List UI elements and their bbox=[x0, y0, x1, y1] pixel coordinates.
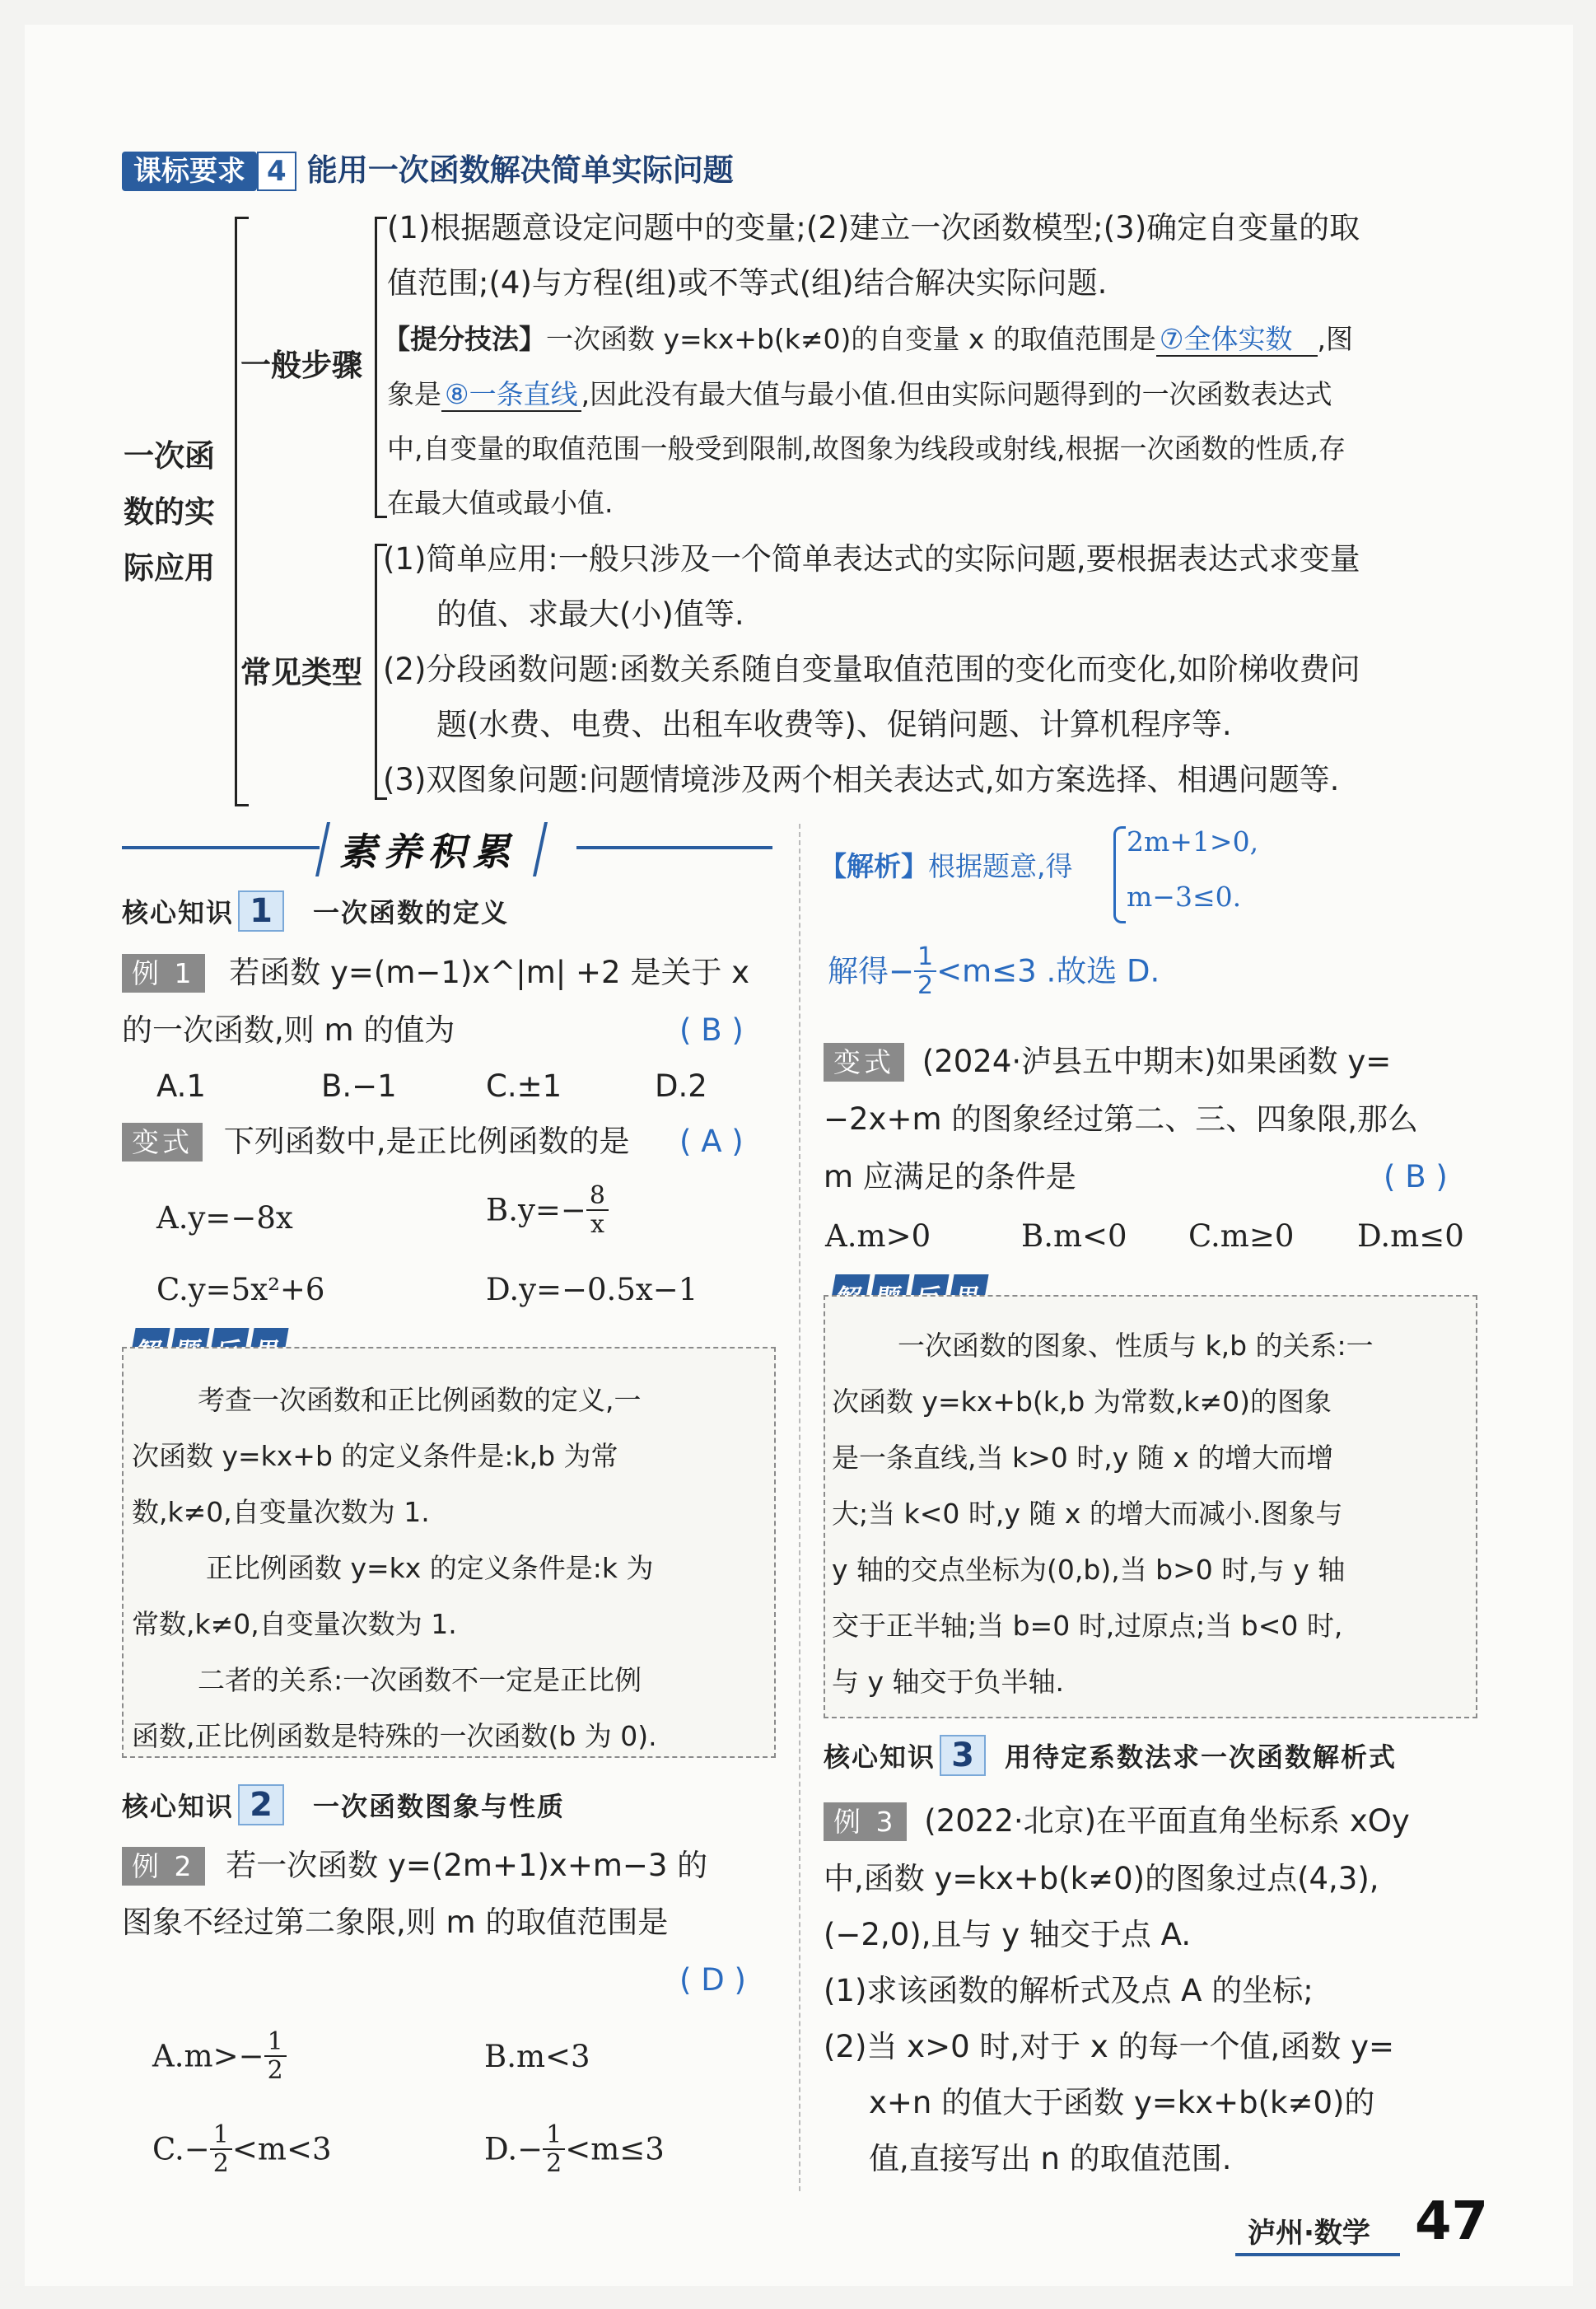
variant-2-option-b: B.m<0 bbox=[1021, 1218, 1127, 1254]
requirement-title: 能用一次函数解决简单实际问题 bbox=[306, 152, 734, 188]
tip-blank-1: ⑦全体实数 bbox=[1156, 323, 1318, 357]
variant-1-option-a: A.y=−8x bbox=[156, 1200, 293, 1236]
steps-line-1: (1)根据题意设定问题中的变量;(2)建立一次函数模型;(3)确定自变量的取 bbox=[387, 210, 1360, 245]
core1-number: 1 bbox=[238, 890, 284, 932]
option-a-fraction bbox=[264, 2028, 287, 2084]
fraction-numerator: 1 bbox=[543, 2121, 565, 2150]
example-2-option-c bbox=[152, 2121, 332, 2177]
requirement-number: 4 bbox=[257, 152, 296, 191]
example-1-line-1 bbox=[122, 957, 749, 988]
variant-1-option-b-pre: B.y=− bbox=[486, 1192, 586, 1228]
type-3-line: (3)双图象问题:问题情境涉及两个相关表达式,如方案选择、相遇问题等. bbox=[383, 762, 1340, 797]
example-3-text-1: (2022·北京)在平面直角坐标系 xOy bbox=[924, 1803, 1410, 1839]
tip-text-1b: ,图 bbox=[1317, 323, 1354, 355]
fraction-numerator: 1 bbox=[914, 943, 936, 972]
core2-number: 2 bbox=[238, 1784, 284, 1825]
variant-2-line-2: −2x+m 的图象经过第二、三、四象限,那么 bbox=[824, 1101, 1419, 1137]
option-c-fraction bbox=[210, 2121, 232, 2177]
example-3-line-3: (−2,0),且与 y 轴交于点 A. bbox=[824, 1917, 1192, 1952]
page-number: 47 bbox=[1415, 2191, 1489, 2252]
fraction-denominator: 2 bbox=[917, 971, 934, 1000]
tip-line-3: 中,自变量的取值范围一般受到限制,故图象为线段或射线,根据一次函数的性质,存 bbox=[387, 432, 1346, 465]
example-2-line-1 bbox=[122, 1850, 707, 1881]
solution-pre: 解得− bbox=[828, 953, 915, 989]
tip-text-2a: 象是 bbox=[387, 378, 441, 410]
analysis-system-2: m−3≤0. bbox=[1127, 881, 1242, 913]
option-d-pre: D.− bbox=[484, 2131, 544, 2167]
variant-2-answer-text: ( B ) bbox=[1384, 1159, 1448, 1194]
variant-2-line-1 bbox=[824, 1046, 1391, 1077]
reflect-1-line-7: 函数,正比例函数是特殊的一次函数(b 为 0). bbox=[132, 1720, 657, 1752]
reflect-1-line-5: 常数,k≠0,自变量次数为 1. bbox=[132, 1608, 457, 1640]
example-3-line-7: 值,直接写出 n 的取值范围. bbox=[869, 2141, 1232, 2176]
footer-rule bbox=[1235, 2253, 1400, 2256]
analysis-system-1: 2m+1>0, bbox=[1127, 825, 1259, 858]
tree-root-line2: 数的实 bbox=[124, 494, 215, 530]
example-1-text-1: 若函数 y=(m−1)x^|m| +2 是关于 x bbox=[229, 955, 749, 990]
option-a-pre: A.m>− bbox=[152, 2038, 264, 2074]
example-2-text-1: 若一次函数 y=(2m+1)x+m−3 的 bbox=[226, 1848, 708, 1883]
fraction-numerator: 1 bbox=[264, 2028, 287, 2057]
reflect-2-line-3: 是一条直线,当 k>0 时,y 随 x 的增大而增 bbox=[832, 1442, 1334, 1474]
type-2-line-a: (2)分段函数问题:函数关系随自变量取值范围的变化而变化,如阶梯收费问 bbox=[383, 652, 1360, 687]
fraction-denominator: 2 bbox=[546, 2149, 562, 2178]
variant-1-line bbox=[122, 1126, 630, 1157]
reflect-1-line-6: 二者的关系:一次函数不一定是正比例 bbox=[198, 1664, 642, 1696]
section-rule-left bbox=[122, 846, 320, 849]
section-rule-right bbox=[576, 846, 772, 849]
example-2-answer-text: ( D ) bbox=[679, 1962, 746, 1998]
tip-line-4: 在最大值或最小值. bbox=[387, 487, 614, 519]
analysis-text: 根据题意,得 bbox=[928, 850, 1073, 882]
example-2-option-a bbox=[152, 2028, 287, 2084]
example-3-line-2: 中,函数 y=kx+b(k≠0)的图象过点(4,3), bbox=[824, 1861, 1379, 1896]
analysis-line bbox=[819, 850, 1073, 882]
steps-line-2: 值范围;(4)与方程(组)或不等式(组)结合解决实际问题. bbox=[387, 265, 1108, 301]
core1-label: 核心知识 bbox=[122, 897, 235, 928]
core2-label: 核心知识 bbox=[122, 1791, 235, 1822]
reflect-2-line-6: 交于正半轴;当 b=0 时,过原点;当 b<0 时, bbox=[832, 1610, 1343, 1642]
variant-2-line-3: m 应满足的条件是 bbox=[824, 1159, 1076, 1194]
fraction-denominator: 2 bbox=[212, 2149, 229, 2178]
variant-2-answer bbox=[1384, 1159, 1448, 1194]
example-3-tag: 例 3 bbox=[824, 1802, 907, 1841]
option-c-post: <m<3 bbox=[231, 2131, 332, 2167]
variant-1-text: 下列函数中,是正比例函数的是 bbox=[223, 1124, 630, 1159]
variant-1-option-d: D.y=−0.5x−1 bbox=[486, 1272, 698, 1307]
tree-root-line3: 际应用 bbox=[124, 550, 215, 586]
reflect-2-line-7: 与 y 轴交于负半轴. bbox=[832, 1666, 1064, 1698]
requirement-header bbox=[122, 148, 734, 189]
example-3-line-6: x+n 的值大于函数 y=kx+b(k≠0)的 bbox=[869, 2085, 1375, 2120]
core-knowledge-1-header bbox=[122, 892, 509, 930]
option-c-pre: C.− bbox=[152, 2131, 210, 2167]
tip-line-2 bbox=[387, 378, 1332, 410]
example-3-line-5: (2)当 x>0 时,对于 x 的每一个值,函数 y= bbox=[824, 2029, 1394, 2064]
reflect-2-line-5: y 轴的交点坐标为(0,b),当 b>0 时,与 y 轴 bbox=[832, 1554, 1346, 1586]
reflect-1-line-1: 考查一次函数和正比例函数的定义,一 bbox=[198, 1384, 642, 1416]
reflect-1-line-3: 数,k≠0,自变量次数为 1. bbox=[132, 1496, 430, 1528]
variant-1-tag: 变式 bbox=[122, 1123, 203, 1162]
example-3-line-4: (1)求该函数的解析式及点 A 的坐标; bbox=[824, 1973, 1314, 2008]
tip-label: 【提分技法】 bbox=[383, 323, 546, 355]
example-1-tag: 例 1 bbox=[122, 954, 205, 993]
branch-general-steps: 一般步骤 bbox=[240, 348, 362, 383]
type-1-line-b: 的值、求最大(小)值等. bbox=[436, 596, 744, 632]
type-2-line-b: 题(水费、电费、出租车收费等)、促销问题、计算机程序等. bbox=[436, 707, 1232, 742]
core3-title: 用待定系数法求一次函数解析式 bbox=[1005, 1741, 1398, 1773]
fraction-numerator: 1 bbox=[210, 2121, 232, 2150]
tip-text-2b: ,因此没有最大值与最小值.但由实际问题得到的一次函数表达式 bbox=[581, 378, 1332, 410]
example-1-line-2: 的一次函数,则 m 的值为 bbox=[122, 1012, 455, 1048]
analysis-label: 【解析】 bbox=[819, 850, 928, 882]
footer-label: 泸州·数学 bbox=[1248, 2217, 1370, 2250]
variant-2-option-a: A.m>0 bbox=[825, 1218, 931, 1254]
reflect-2-line-2: 次函数 y=kx+b(k,b 为常数,k≠0)的图象 bbox=[832, 1386, 1332, 1418]
variant-1-answer-text: ( A ) bbox=[679, 1124, 744, 1159]
tree-root-brace bbox=[235, 217, 249, 806]
variant-1-option-b-fraction bbox=[586, 1182, 609, 1238]
fraction-denominator: x bbox=[590, 1210, 604, 1239]
example-1-option-a: A.1 bbox=[156, 1068, 206, 1104]
variant-1-option-b bbox=[486, 1182, 609, 1238]
example-1-option-c: C.±1 bbox=[486, 1068, 562, 1104]
option-d-post: <m≤3 bbox=[565, 2131, 665, 2167]
variant-2-option-d: D.m≤0 bbox=[1357, 1218, 1464, 1254]
example-1-answer-text: ( B ) bbox=[679, 1012, 744, 1048]
example-3-line-1 bbox=[824, 1803, 1410, 1839]
type-1-line-a: (1)简单应用:一般只涉及一个简单表达式的实际问题,要根据表达式求变量 bbox=[383, 541, 1360, 577]
variant-1-answer bbox=[679, 1126, 744, 1157]
analysis-system-brace bbox=[1113, 826, 1126, 923]
core1-title: 一次函数的定义 bbox=[313, 897, 510, 928]
tip-line-1 bbox=[383, 325, 1353, 353]
requirement-badge: 课标要求 bbox=[122, 152, 257, 191]
solution-fraction bbox=[914, 943, 936, 999]
variant-1-option-c: C.y=5x²+6 bbox=[156, 1272, 325, 1307]
tip-blank-2: ⑧一条直线 bbox=[441, 378, 581, 412]
example-2-option-b: B.m<3 bbox=[484, 2039, 590, 2074]
tree-root-line1: 一次函 bbox=[124, 438, 215, 474]
fraction-denominator: 2 bbox=[267, 2056, 283, 2085]
example-1-option-b: B.−1 bbox=[321, 1068, 397, 1104]
reflect-1-line-2: 次函数 y=kx+b 的定义条件是:k,b 为常 bbox=[132, 1440, 618, 1472]
example-1-option-d: D.2 bbox=[655, 1068, 707, 1104]
steps-brace bbox=[375, 217, 387, 518]
example-2-option-d bbox=[484, 2121, 665, 2177]
reflect-2-line-4: 大;当 k<0 时,y 随 x 的增大而减小.图象与 bbox=[832, 1498, 1343, 1530]
core3-label: 核心知识 bbox=[824, 1741, 936, 1773]
core2-title: 一次函数图象与性质 bbox=[313, 1791, 566, 1822]
example-2-answer bbox=[679, 1962, 746, 1998]
core-knowledge-3-header bbox=[824, 1736, 1397, 1774]
variant-2-option-c: C.m≥0 bbox=[1188, 1218, 1295, 1254]
variant-2-tag: 变式 bbox=[824, 1043, 904, 1082]
variant-2-text-1: (2024·泸县五中期末)如果函数 y= bbox=[922, 1044, 1392, 1079]
analysis-solution bbox=[828, 943, 1160, 999]
section-title: 素养积累 bbox=[315, 822, 548, 876]
option-d-fraction bbox=[543, 2121, 565, 2177]
branch-common-types: 常见类型 bbox=[240, 655, 362, 690]
example-1-answer bbox=[679, 1012, 744, 1048]
core-knowledge-2-header bbox=[122, 1786, 565, 1824]
reflect-1-line-4: 正比例函数 y=kx 的定义条件是:k 为 bbox=[206, 1552, 654, 1584]
fraction-numerator: 8 bbox=[586, 1182, 609, 1211]
column-divider bbox=[799, 824, 800, 2191]
solution-post: <m≤3 .故选 D. bbox=[936, 953, 1160, 989]
example-2-line-2: 图象不经过第二象限,则 m 的取值范围是 bbox=[122, 1905, 669, 1940]
tree-root bbox=[124, 428, 215, 596]
example-2-tag: 例 2 bbox=[122, 1847, 205, 1886]
tip-text-1a: 一次函数 y=kx+b(k≠0)的自变量 x 的取值范围是 bbox=[546, 323, 1156, 355]
reflect-2-line-1: 一次函数的图象、性质与 k,b 的关系:一 bbox=[898, 1330, 1374, 1362]
core3-number: 3 bbox=[940, 1735, 986, 1776]
